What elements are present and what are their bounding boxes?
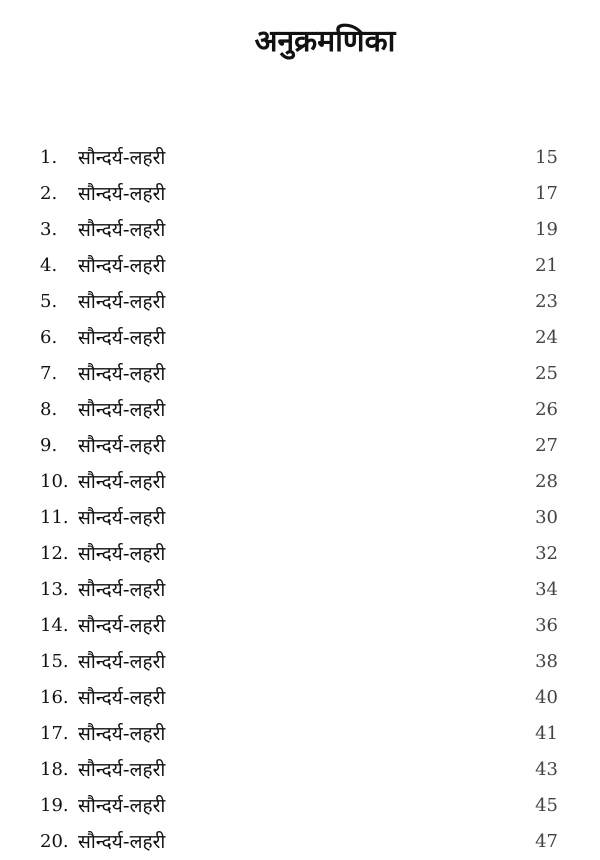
entry-title: सौन्दर्य-लहरी [78,471,166,493]
entry-title: सौन्दर्य-लहरी [78,291,166,313]
entry-page-number: 24 [535,327,558,348]
entry-title: सौन्दर्य-लहरी [78,507,166,529]
toc-entry [0,176,600,212]
entry-number: 6. [40,327,58,348]
entry-page-number: 19 [535,219,558,240]
entry-title: सौन्दर्य-लहरी [78,615,166,637]
toc-entry [0,716,600,752]
entry-page-number: 21 [535,255,558,276]
entry-title: सौन्दर्य-लहरी [78,579,166,601]
entry-page-number: 34 [535,579,558,600]
entry-number: 4. [40,255,58,276]
entry-title: सौन्दर्य-लहरी [78,363,166,385]
entry-title: सौन्दर्य-लहरी [78,219,166,241]
entry-number: 5. [40,291,58,312]
toc-entry [0,356,600,392]
entry-number: 19. [40,795,69,816]
entry-number: 9. [40,435,58,456]
entry-page-number: 38 [535,651,558,672]
toc-entry [0,680,600,716]
entry-number: 8. [40,399,58,420]
toc-entry [0,644,600,680]
entry-number: 17. [40,723,69,744]
entry-number: 16. [40,687,69,708]
entry-page-number: 36 [535,615,558,636]
entry-number: 1. [40,147,58,168]
entry-page-number: 43 [535,759,558,780]
entry-number: 18. [40,759,69,780]
entry-page-number: 45 [535,795,558,816]
entry-number: 13. [40,579,69,600]
entry-title: सौन्दर्य-लहरी [78,831,166,853]
entry-number: 3. [40,219,58,240]
entry-title: सौन्दर्य-लहरी [78,327,166,349]
toc-entry [0,248,600,284]
toc-entry [0,536,600,572]
entry-page-number: 27 [535,435,558,456]
entry-number: 14. [40,615,69,636]
entry-number: 2. [40,183,58,204]
entry-number: 20. [40,831,69,852]
entry-page-number: 15 [535,147,558,168]
entry-title: सौन्दर्य-लहरी [78,723,166,745]
toc-entry [0,752,600,788]
toc-entry [0,212,600,248]
toc-entry [0,500,600,536]
entry-title: सौन्दर्य-लहरी [78,147,166,169]
entry-number: 15. [40,651,69,672]
toc-entry [0,572,600,608]
toc-entry [0,428,600,464]
entry-number: 7. [40,363,58,384]
entry-page-number: 47 [535,831,558,852]
page-title: अनुक्रमणिका [254,24,396,59]
entry-title: सौन्दर्य-लहरी [78,435,166,457]
entry-title: सौन्दर्य-लहरी [78,399,166,421]
toc-entry [0,824,600,860]
entry-title: सौन्दर्य-लहरी [78,795,166,817]
entry-number: 10. [40,471,69,492]
entry-page-number: 23 [535,291,558,312]
entry-number: 11. [40,507,69,528]
toc-entry [0,392,600,428]
entry-title: सौन्दर्य-लहरी [78,255,166,277]
entry-page-number: 32 [535,543,558,564]
entry-page-number: 41 [535,723,558,744]
entry-title: सौन्दर्य-लहरी [78,543,166,565]
entry-page-number: 17 [535,183,558,204]
toc-entry [0,140,600,176]
entry-page-number: 28 [535,471,558,492]
toc-entry [0,320,600,356]
toc-entry [0,284,600,320]
entry-page-number: 25 [535,363,558,384]
toc-entry [0,464,600,500]
entry-title: सौन्दर्य-लहरी [78,183,166,205]
entry-title: सौन्दर्य-लहरी [78,687,166,709]
table-of-contents [0,140,600,860]
entry-number: 12. [40,543,69,564]
entry-page-number: 26 [535,399,558,420]
toc-entry [0,788,600,824]
entry-title: सौन्दर्य-लहरी [78,759,166,781]
toc-entry [0,608,600,644]
entry-page-number: 40 [535,687,558,708]
entry-page-number: 30 [535,507,558,528]
entry-title: सौन्दर्य-लहरी [78,651,166,673]
